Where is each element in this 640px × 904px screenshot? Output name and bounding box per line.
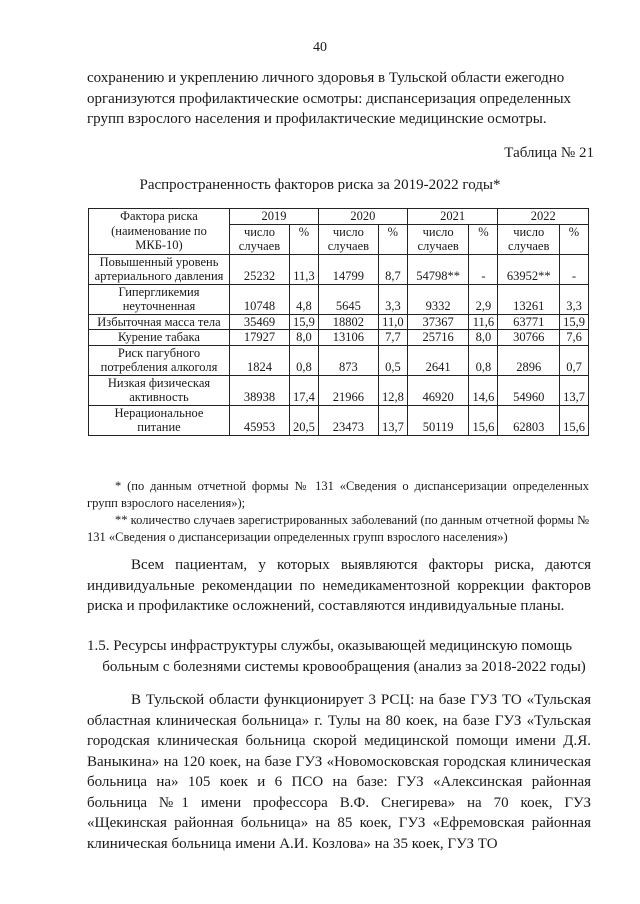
year-header: 2019: [230, 209, 319, 225]
count-cell: 1824: [230, 345, 290, 375]
factor-header: Фактора риска (наименование по МКБ-10): [89, 209, 230, 255]
count-cell: 63771: [498, 314, 560, 330]
count-cell: 5645: [318, 284, 378, 314]
percent-cell: 20,5: [289, 405, 318, 435]
factor-cell: Избыточная масса тела: [89, 314, 230, 330]
percent-cell: 11,3: [289, 254, 318, 284]
factor-cell: Нерациональное питание: [89, 405, 230, 435]
count-cell: 45953: [230, 405, 290, 435]
intro-line: сохранению и укреплению личного здоровья в Тульской области ежегодно: [87, 70, 565, 86]
table-row: [89, 254, 589, 284]
percent-cell: 11,0: [378, 314, 407, 330]
intro-line: групп взрослого населения и профилактические медицинские осмотры.: [87, 111, 547, 127]
pct-header: %: [289, 224, 318, 254]
count-cell: 30766: [498, 330, 560, 346]
percent-cell: 13,7: [378, 405, 407, 435]
count-cell: 63952**: [498, 254, 560, 284]
table-number: Таблица № 21: [504, 145, 594, 161]
count-cell: 13261: [498, 284, 560, 314]
count-header: число случаев: [407, 224, 469, 254]
footnote: * (по данным отчетной формы № 131 «Сведения о диспансеризации определенных групп взрослого населения»);: [87, 479, 589, 510]
year-header: 2022: [498, 209, 589, 225]
count-cell: 54798**: [407, 254, 469, 284]
count-cell: 25232: [230, 254, 290, 284]
intro-paragraph: [87, 68, 591, 130]
footnotes: [87, 478, 589, 546]
percent-cell: 4,8: [289, 284, 318, 314]
percent-cell: 11,6: [469, 314, 498, 330]
count-cell: 25716: [407, 330, 469, 346]
count-cell: 13106: [318, 330, 378, 346]
count-header: число случаев: [230, 224, 290, 254]
percent-cell: 7,7: [378, 330, 407, 346]
pct-header: %: [378, 224, 407, 254]
percent-cell: 2,9: [469, 284, 498, 314]
table-header-row: [89, 209, 589, 225]
section-heading: [87, 636, 591, 677]
percent-cell: -: [560, 254, 589, 284]
count-cell: 873: [318, 345, 378, 375]
table-title: Распространенность факторов риска за 2019-2022 годы*: [139, 177, 501, 193]
factor-cell: Риск пагубного потребления алкоголя: [89, 345, 230, 375]
factor-cell: Повышенный уровень артериального давления: [89, 254, 230, 284]
count-cell: 62803: [498, 405, 560, 435]
count-cell: 46920: [407, 375, 469, 405]
count-cell: 10748: [230, 284, 290, 314]
percent-cell: 15,9: [289, 314, 318, 330]
section-heading-line: больным с болезнями системы кровообращения (анализ за 2018-2022 годы): [102, 658, 586, 675]
count-cell: 21966: [318, 375, 378, 405]
infrastructure-paragraph: В Тульской области функционирует 3 РСЦ: на базе ГУЗ ТО «Тульская областная клиническая больница» г. Тулы на 80 коек, на базе ГУЗ «Тульская городская клиническая больница скорой медицинской помощи имени Д.Я. Ваныкина» на 120 коек, на базе ГУЗ «Новомосковская городская клиническая больница на» 105 коек и 6 ПСО на базе: ГУЗ «Алексинская районная больница №1 имени профессора В.Ф. Снегирева» на 70 коек, ГУЗ «Щекинская районная больница» на 85 коек, ГУЗ «Ефремовская районная клиническая больница имени А.И. Козлова» на 35 коек, ГУЗ ТО: [87, 692, 591, 852]
percent-cell: 8,7: [378, 254, 407, 284]
percent-cell: 3,3: [378, 284, 407, 314]
percent-cell: 0,5: [378, 345, 407, 375]
table-row: [89, 375, 589, 405]
count-header: число случаев: [498, 224, 560, 254]
percent-cell: 15,6: [469, 405, 498, 435]
table-row: [89, 330, 589, 346]
count-cell: 37367: [407, 314, 469, 330]
count-cell: 17927: [230, 330, 290, 346]
percent-cell: 14,6: [469, 375, 498, 405]
count-cell: 2641: [407, 345, 469, 375]
count-cell: 50119: [407, 405, 469, 435]
pct-header: %: [560, 224, 589, 254]
count-cell: 2896: [498, 345, 560, 375]
percent-cell: 15,9: [560, 314, 589, 330]
pct-header: %: [469, 224, 498, 254]
percent-cell: 0,8: [469, 345, 498, 375]
percent-cell: 0,7: [560, 345, 589, 375]
percent-cell: 12,8: [378, 375, 407, 405]
percent-cell: 17,4: [289, 375, 318, 405]
table-row: [89, 284, 589, 314]
percent-cell: 13,7: [560, 375, 589, 405]
table-row: [89, 405, 589, 435]
percent-cell: 8,0: [469, 330, 498, 346]
page-number: 40: [313, 40, 327, 55]
count-cell: 54960: [498, 375, 560, 405]
risk-factors-table: [88, 208, 589, 436]
count-cell: 9332: [407, 284, 469, 314]
count-cell: 18802: [318, 314, 378, 330]
intro-line: организуются профилактические осмотры: диспансеризация определенных: [87, 90, 572, 107]
percent-cell: 7,6: [560, 330, 589, 346]
percent-cell: 8,0: [289, 330, 318, 346]
year-header: 2020: [318, 209, 407, 225]
table-row: [89, 345, 589, 375]
count-cell: 23473: [318, 405, 378, 435]
percent-cell: 0,8: [289, 345, 318, 375]
factor-cell: Гипергликемия неуточненная: [89, 284, 230, 314]
recommendations-paragraph: Всем пациентам, у которых выявляются факторы риска, даются индивидуальные рекомендации по немедикаментозной коррекции факторов риска и профилактике осложнений, составляются индивидуальные планы.: [87, 557, 591, 614]
percent-cell: 15,6: [560, 405, 589, 435]
factor-cell: Курение табака: [89, 330, 230, 346]
percent-cell: 3,3: [560, 284, 589, 314]
percent-cell: -: [469, 254, 498, 284]
count-cell: 35469: [230, 314, 290, 330]
factor-cell: Низкая физическая активность: [89, 375, 230, 405]
count-cell: 14799: [318, 254, 378, 284]
section-heading-line: 1.5. Ресурсы инфраструктуры службы, оказывающей медицинскую помощь: [87, 638, 573, 654]
count-cell: 38938: [230, 375, 290, 405]
year-header: 2021: [407, 209, 498, 225]
footnote: ** количество случаев зарегистрированных заболеваний (по данным отчетной формы № 131 «Сведения о диспансеризации определенных групп взрослого населения»): [87, 513, 589, 544]
table-row: [89, 314, 589, 330]
count-header: число случаев: [318, 224, 378, 254]
